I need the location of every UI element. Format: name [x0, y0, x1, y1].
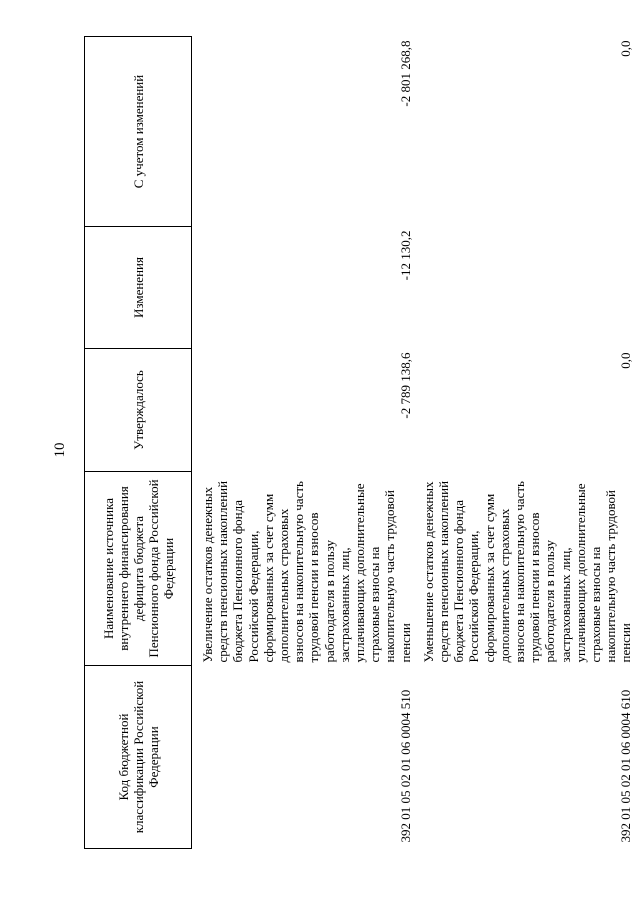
table-row — [413, 37, 634, 849]
cell-name: Увеличение остатков денежных средств пенсионных накоплений бюджета Пенсионного фонда Российской Федерации, сформированных за счет сумм дополнительных страховых взносов на накопительную часть трудовой пенсии и взносов работодателя в пользу застрахованных лиц, уплачивающих дополнительные страховые взносы на накопительную часть трудовой пенсии — [200, 480, 413, 663]
budget-sources-table — [84, 36, 634, 849]
cell-approved: 0,0 — [618, 352, 634, 369]
cell-with-changes: -2 801 268,8 — [397, 40, 413, 107]
cell-code: 392 01 05 02 01 06 0004 510 — [397, 689, 413, 843]
header-name: Наименование источника внутреннего финансирования дефицита бюджета Пенсионного фонда Российской Федерации — [85, 472, 192, 666]
page-number: 10 — [52, 442, 68, 458]
header-changes: Изменения — [85, 227, 192, 349]
header-code: Код бюджетной классификации Российской Федерации — [85, 666, 192, 849]
cell-with-changes: 0,0 — [618, 40, 634, 57]
cell-changes — [413, 227, 634, 349]
cell-name: Уменьшение остатков денежных средств пенсионных накоплений бюджета Пенсионного фонда Российской Федерации, сформированных за счет сумм дополнительных страховых взносов на накопительную часть трудовой пенсии и взносов работодателя в пользу застрахованных лиц, уплачивающих дополнительные страховые взносы на накопительную часть трудовой пенсии — [420, 480, 634, 663]
cell-code: 392 01 05 02 01 06 0004 610 — [618, 689, 634, 843]
table-row — [192, 37, 413, 849]
cell-changes: -12 130,2 — [397, 230, 413, 281]
cell-approved: -2 789 138,6 — [397, 352, 413, 419]
header-approved: Утверждалось — [85, 349, 192, 472]
rotated-table-sheet — [84, 37, 634, 849]
header-with-changes: С учетом изменений — [85, 37, 192, 227]
table-header-row — [85, 37, 192, 849]
